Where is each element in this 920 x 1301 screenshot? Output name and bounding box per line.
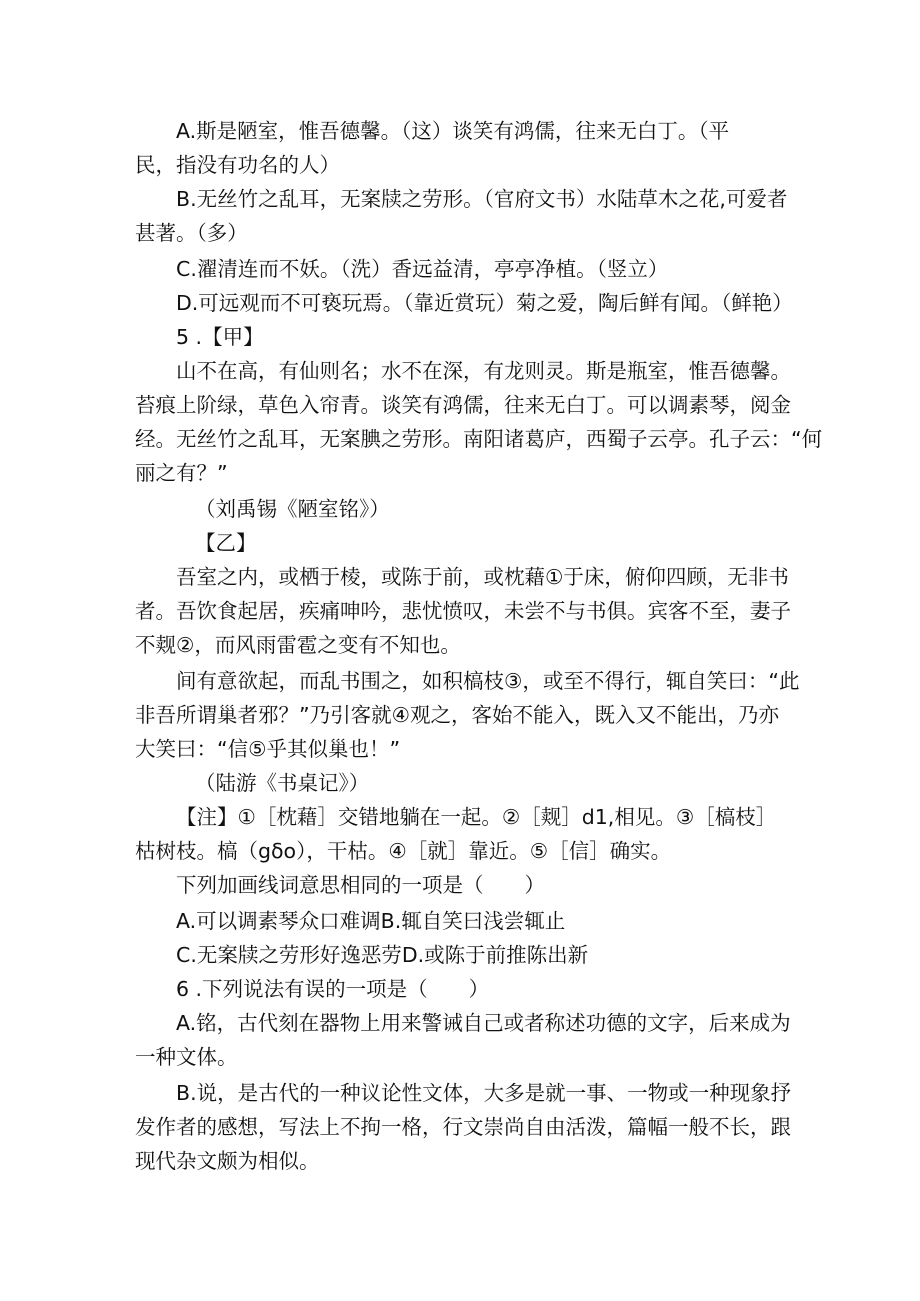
q6-option-a-line2: 一种文体。 (135, 1045, 238, 1069)
q6-option-b-line3: 现代杂文颇为相似。 (135, 1149, 320, 1173)
q5-jia-line2: 苔痕上阶绿，草色入帘青。谈笑有鸿儒，往来无白丁。可以调素琴，阅金 (135, 393, 791, 417)
q5-yi-line3: 不觌②，而风雨雷雹之变有不知也。 (135, 633, 461, 657)
q4-option-d: D.可远观而不可亵玩焉。（靠近赏玩）菊之爱，陶后鲜有闻。（鲜艳） (176, 291, 793, 315)
q4-option-b-line2: 甚著。（多） (135, 221, 248, 245)
q4-option-a-line1: A.斯是陋室，惟吾德馨。（这）谈笑有鸿儒，往来无白丁。（平 (176, 119, 730, 143)
q4-option-a-line2: 民，指没有功名的人） (135, 153, 340, 177)
q5-yi-line4: 间有意欲起，而乱书围之，如积槁枝③，或至不得行，辄自笑曰：“此 (176, 669, 800, 693)
q5-yi-line2: 者。吾饮食起居，疾痛呻吟，悲忧愤叹，未尝不与书俱。宾客不至，妻子 (135, 599, 791, 623)
q6-option-b-line1: B.说，是古代的一种议论性文体，大多是就一事、一物或一种现象抒 (176, 1081, 792, 1105)
q5-note-line1: 【注】①［枕藉］交错地躺在一起。②［觌］d1,相见。③［槁枝］ (176, 805, 777, 829)
q6-question: 6 .下列说法有误的一项是（ ） (176, 977, 490, 1001)
q5-jia-line4: 丽之有？” (135, 461, 228, 485)
q5-jia-source: （刘禹锡《陋室铭》） (195, 497, 390, 521)
q4-option-b-line1: B.无丝竹之乱耳，无案牍之劳形。（官府文书）水陆草木之花,可爱者 (176, 187, 788, 211)
q5-yi-source: （陆游《书桌记》） (195, 771, 370, 795)
q5-yi-line6: 大笑曰：“信⑤乎其似巢也！” (135, 737, 401, 761)
q5-question: 下列加画线词意思相同的一项是（ ） (176, 873, 545, 897)
q5-note-line2: 枯树枝。槁（gδo），干枯。④［就］靠近。⑤［信］确实。 (135, 839, 672, 863)
q5-yi-line5: 非吾所谓巢者邪？”乃引客就④观之，客始不能入，既入又不能出，乃亦 (135, 703, 779, 727)
q6-option-a-line1: A.铭，古代刻在器物上用来警诫自己或者称述功德的文字，后来成为 (176, 1011, 791, 1035)
q5-options-ab: A.可以调素琴众口难调B.辄自笑曰浅尝辄止 (176, 909, 566, 933)
q5-yi-heading: 【乙】 (195, 531, 257, 555)
q5-heading: 5 .【甲】 (176, 325, 264, 349)
q5-options-cd: C.无案牍之劳形好逸恶劳D.或陈于前推陈出新 (176, 943, 589, 967)
q5-yi-line1: 吾室之内，或栖于棱，或陈于前，或枕藉①于床，俯仰四顾，无非书 (176, 565, 789, 589)
q5-jia-line1: 山不在高，有仙则名；水不在深，有龙则灵。斯是瓶室，惟吾德馨。 (176, 359, 791, 383)
q5-jia-line3: 经。无丝竹之乱耳，无案腆之劳形。南阳诸葛庐，西蜀子云亭。孔子云：“何 (135, 427, 823, 451)
q4-option-c: C.濯清连而不妖。（洗）香远益清，亭亭净植。（竖立） (176, 257, 669, 281)
q6-option-b-line2: 发作者的感想，写法上不拘一格，行文崇尚自由活泼，篇幅一般不长，跟 (135, 1115, 791, 1139)
